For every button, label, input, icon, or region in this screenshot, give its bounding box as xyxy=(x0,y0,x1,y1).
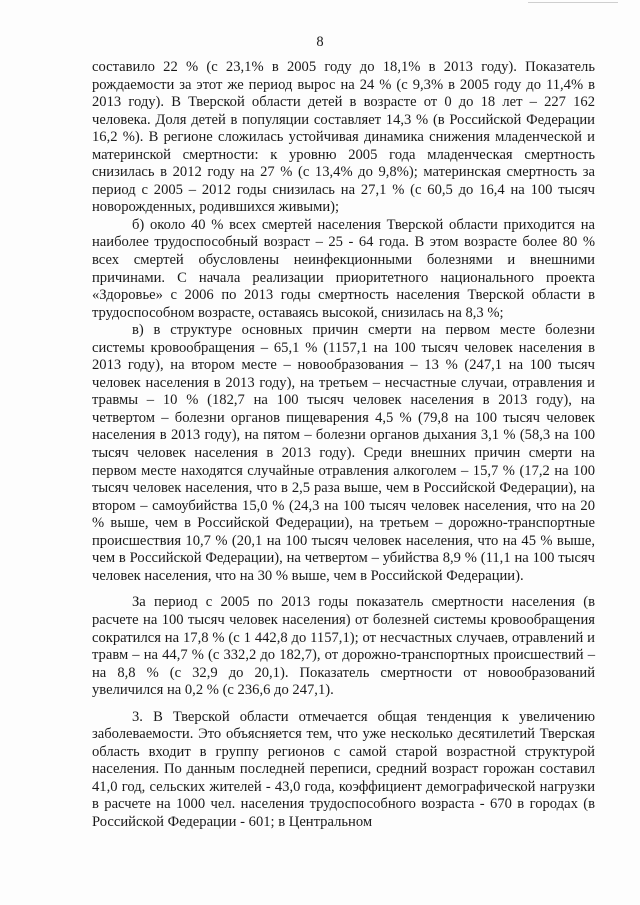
paragraph-continuation: составило 22 % (с 23,1% в 2005 году до 18,1% в 2013 году). Показатель рождаемости за этот же период вырос на 24 % (с 9,3% в 2005 году до 11,4% в 2013 году). В Тверской области детей в возрасте от 0 до 18 лет – 227 162 человека. Доля детей в популяции составляет 14,3 % (в Российской Федерации 16,2 %). В регионе сложилась устойчивая динамика снижения младенческой и материнской смертности: к уровню 2005 года младенческая смертность снизилась в 2012 году на 27 % (с 13,4% до 9,8%); материнская смертность за период с 2005 – 2012 годы снизилась на 27,1 % (с 60,5 до 16,4 на 100 тысяч новорожденных, родившихся живыми); xyxy=(92,59,595,216)
document-body xyxy=(92,59,595,832)
paragraph-3: 3. В Тверской области отмечается общая тенденция к увеличению заболеваемости. Это объясняется тем, что уже несколько десятилетий Тверская область входит в группу регионов с самой старой возрастной структурой населения. По данным последней переписи, средний возраст горожан составил 41,0 год, сельских жителей - 43,0 года, коэффициент демографической нагрузки в расчете на 1000 чел. населения трудоспособного возраста - 670 в городах (в Российской Федерации - 601; в Центральном xyxy=(92,708,595,830)
paragraph-period-summary: За период с 2005 по 2013 годы показатель смертности населения (в расчете на 100 тысяч человек населения) от болезней системы кровообращения сократился на 17,8 % (с 1 442,8 до 1157,1); от несчастных случаев, отравлений и травм – на 44,7 % (с 332,2 до 182,7), от дорожно-транспортных происшествий – на 8,8 % (с 32,9 до 20,1). Показатель смертности от новообразований увеличился на 0,2 % (с 236,6 до 247,1). xyxy=(92,594,595,699)
paragraph-v: в) в структуре основных причин смерти на первом месте болезни системы кровообращения – 65,1 % (1157,1 на 100 тысяч человек населения в 2013 году), на втором месте – новообразования – 13 % (247,1 на 100 тысяч человек населения в 2013 году), на третьем – несчастные случаи, отравления и травмы – 10 % (182,7 на 100 тысяч человек населения в 2013 году), на четвертом – болезни органов пищеварения 4,5 % (79,8 на 100 тысяч человек населения в 2013 году), на пятом – болезни органов дыхания 3,1 % (58,3 на 100 тысяч человек населения в 2013 году). Среди внешних причин смерти на первом месте находятся случайные отравления алкоголем – 15,7 % (17,2 на 100 тысяч человек населения, что в 2,5 раза выше, чем в Российской Федерации), на втором – самоубийства 15,0 % (24,3 на 100 тысяч человек населения, что на 20 % выше, чем в Российской Федерации), на третьем – дорожно-транспортные происшествия 10,7 % (20,1 на 100 тысяч человек населения, что на 45 % выше, чем в Российской Федерации), на четвертом – убийства 8,9 % (11,1 на 100 тысяч человек населения, что на 30 % выше, чем в Российской Федерации). xyxy=(92,322,595,584)
paragraph-b: б) около 40 % всех смертей населения Тверской области приходится на наиболее трудоспособный возраст – 25 - 64 года. В этом возрасте более 80 % всех смертей обусловлены неинфекционными болезнями и внешними причинами. С начала реализации приоритетного национального проекта «Здоровье» с 2006 по 2013 годы смертность населения Тверской области в трудоспособном возрасте, оставаясь высокой, снизилась на 8,3 %; xyxy=(92,216,595,321)
page-number: 8 xyxy=(316,34,324,50)
scan-edge-mark xyxy=(528,2,618,4)
